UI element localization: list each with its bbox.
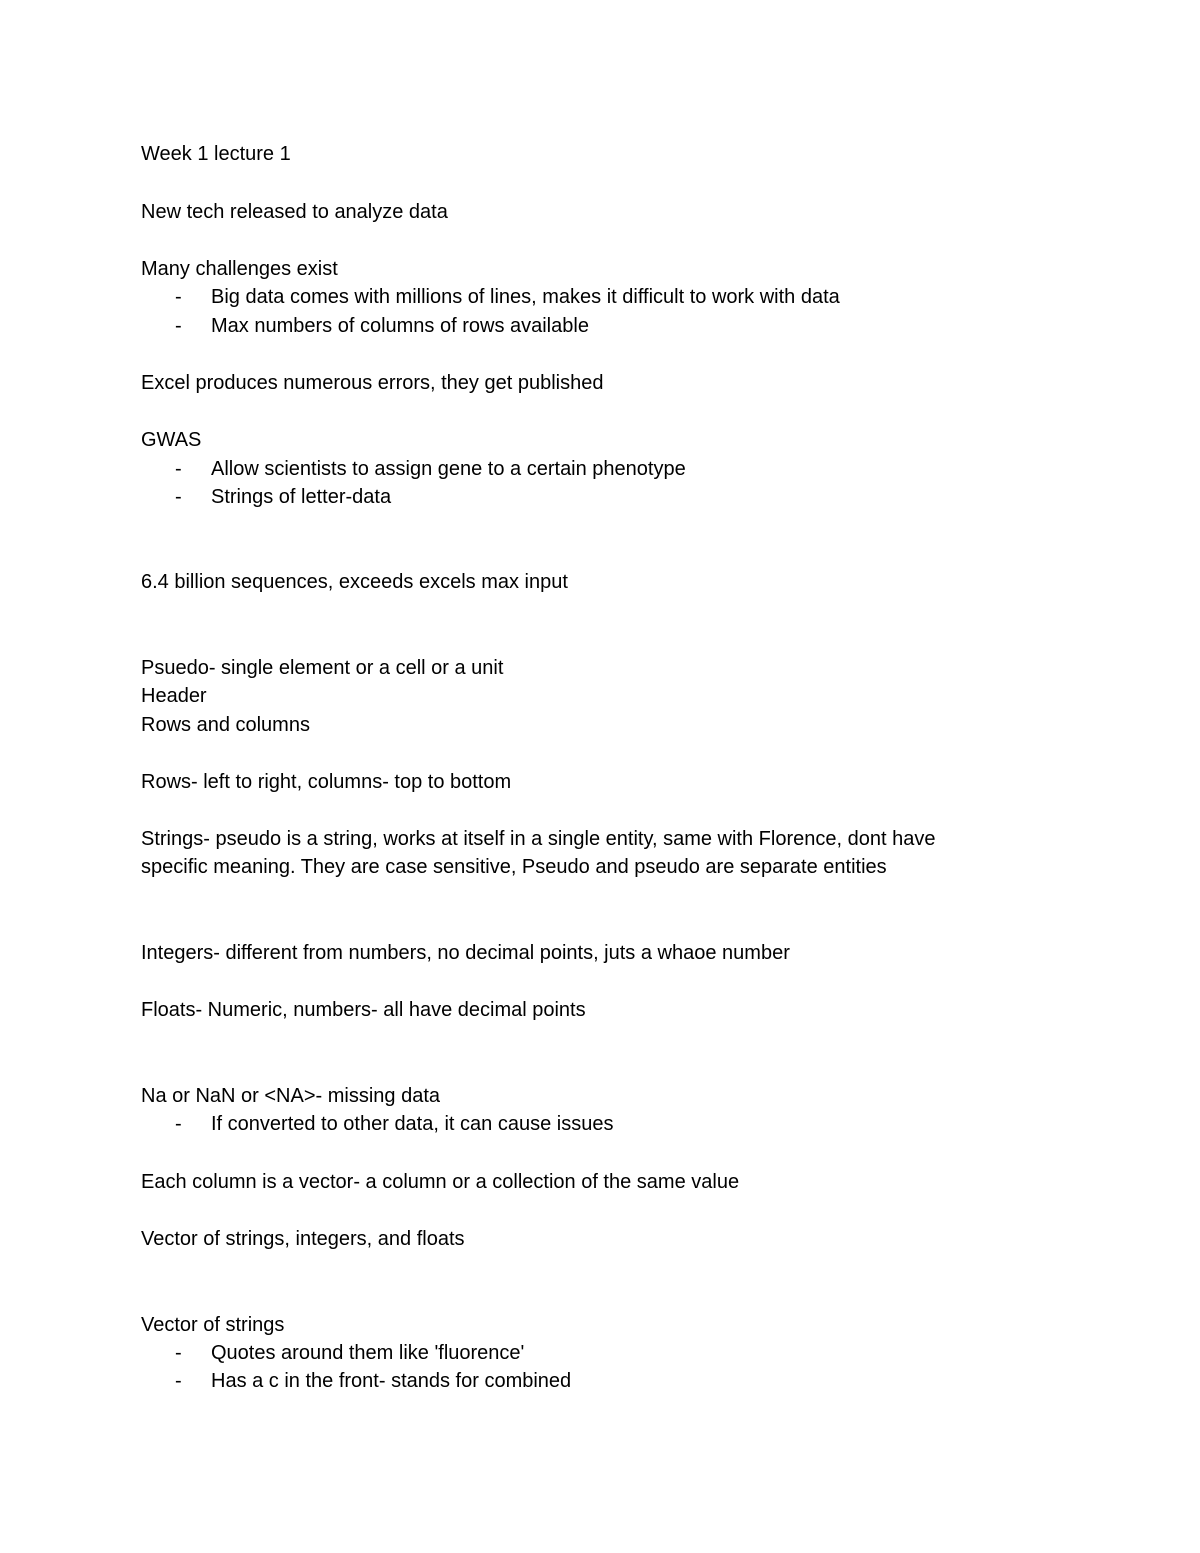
list-item: Quotes around them like 'fluorence': [211, 1342, 525, 1364]
paragraph-rows-direction: Rows- left to right, columns- top to bottom: [141, 771, 512, 793]
paragraph-header: Header: [141, 685, 207, 707]
paragraph-sequences: 6.4 billion sequences, exceeds excels max input: [141, 571, 568, 593]
paragraph-new-tech: New tech released to analyze data: [141, 201, 448, 223]
paragraph-vector: Each column is a vector- a column or a collection of the same value: [141, 1171, 740, 1193]
bullet-marker: -: [175, 1342, 182, 1364]
bullet-marker: -: [175, 1370, 182, 1392]
document-title: Week 1 lecture 1: [141, 143, 291, 165]
list-item: Strings of letter-data: [211, 486, 392, 508]
bullet-marker: -: [175, 286, 182, 308]
paragraph-strings-line2: specific meaning. They are case sensitive, Pseudo and pseudo are separate entities: [141, 856, 887, 878]
paragraph-missing-data: Na or NaN or <NA>- missing data: [141, 1085, 441, 1107]
list-item: Allow scientists to assign gene to a certain phenotype: [211, 458, 686, 480]
paragraph-vector-types: Vector of strings, integers, and floats: [141, 1228, 465, 1250]
bullet-marker: -: [175, 315, 182, 337]
bullet-marker: -: [175, 458, 182, 480]
bullet-marker: -: [175, 1113, 182, 1135]
paragraph-psuedo: Psuedo- single element or a cell or a unit: [141, 657, 504, 679]
list-item: If converted to other data, it can cause issues: [211, 1113, 614, 1135]
paragraph-excel-errors: Excel produces numerous errors, they get published: [141, 372, 604, 394]
paragraph-integers: Integers- different from numbers, no decimal points, juts a whaoe number: [141, 942, 790, 964]
list-item: Max numbers of columns of rows available: [211, 315, 589, 337]
bullet-marker: -: [175, 486, 182, 508]
paragraph-challenges: Many challenges exist: [141, 258, 338, 280]
paragraph-rows-columns: Rows and columns: [141, 714, 310, 736]
paragraph-floats: Floats- Numeric, numbers- all have decimal points: [141, 999, 586, 1021]
paragraph-gwas: GWAS: [141, 429, 202, 451]
list-item: Has a c in the front- stands for combined: [211, 1370, 572, 1392]
list-item: Big data comes with millions of lines, makes it difficult to work with data: [211, 286, 840, 308]
paragraph-vector-of-strings: Vector of strings: [141, 1314, 285, 1336]
paragraph-strings-line1: Strings- pseudo is a string, works at itself in a single entity, same with Florence, dont have: [141, 828, 936, 850]
